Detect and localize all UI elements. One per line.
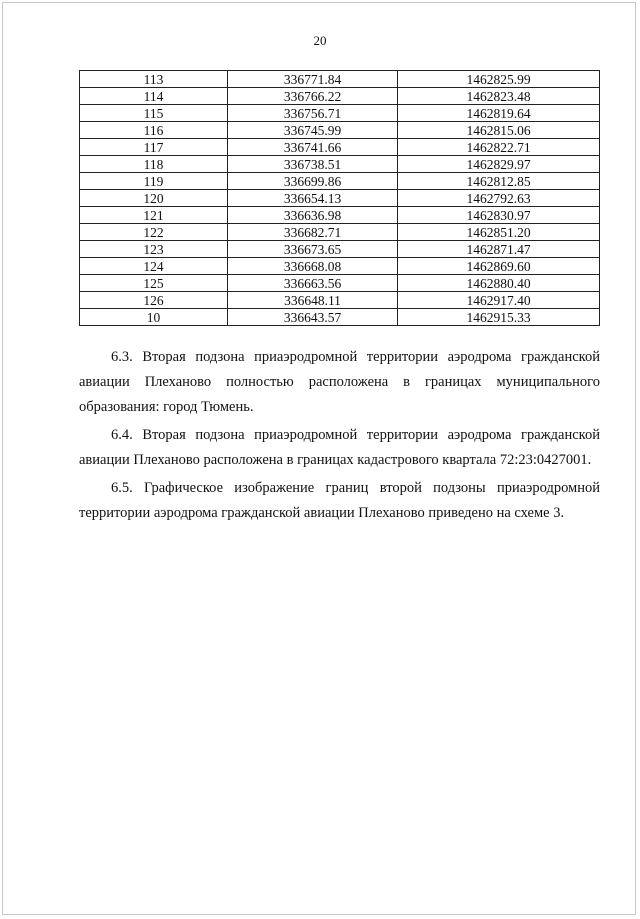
table-row [80, 173, 600, 190]
table-row [80, 224, 600, 241]
y-coordinate-cell: 1462823.48 [398, 88, 600, 105]
point-number-cell: 123 [80, 241, 228, 258]
point-number-cell: 114 [80, 88, 228, 105]
point-number-cell: 121 [80, 207, 228, 224]
x-coordinate-cell: 336699.86 [228, 173, 398, 190]
point-number-cell: 10 [80, 309, 228, 326]
table-row [80, 139, 600, 156]
y-coordinate-cell: 1462812.85 [398, 173, 600, 190]
point-number-cell: 126 [80, 292, 228, 309]
y-coordinate-cell: 1462830.97 [398, 207, 600, 224]
table-row [80, 275, 600, 292]
table-row [80, 292, 600, 309]
point-number-cell: 113 [80, 71, 228, 88]
table-row [80, 190, 600, 207]
y-coordinate-cell: 1462815.06 [398, 122, 600, 139]
point-number-cell: 116 [80, 122, 228, 139]
table-row [80, 207, 600, 224]
x-coordinate-cell: 336636.98 [228, 207, 398, 224]
point-number-cell: 115 [80, 105, 228, 122]
body-text [79, 345, 600, 529]
x-coordinate-cell: 336682.71 [228, 224, 398, 241]
paragraph-6-5: 6.5. Графическое изображение границ второй подзоны приаэродромной территории аэродрома гражданской авиации Плеханово приведено на схеме 3. [79, 480, 600, 521]
y-coordinate-cell: 1462880.40 [398, 275, 600, 292]
x-coordinate-cell: 336738.51 [228, 156, 398, 173]
table-row [80, 71, 600, 88]
table-row [80, 88, 600, 105]
y-coordinate-cell: 1462917.40 [398, 292, 600, 309]
table-row [80, 122, 600, 139]
point-number-cell: 124 [80, 258, 228, 275]
point-number-cell: 119 [80, 173, 228, 190]
x-coordinate-cell: 336673.65 [228, 241, 398, 258]
table-row [80, 309, 600, 326]
x-coordinate-cell: 336668.08 [228, 258, 398, 275]
page-number: 20 [313, 33, 327, 48]
paragraph-6-4: 6.4. Вторая подзона приаэродромной территории аэродрома гражданской авиации Плеханово расположена в границах кадастрового квартала 72:23:0427001. [79, 427, 600, 468]
x-coordinate-cell: 336648.11 [228, 292, 398, 309]
y-coordinate-cell: 1462792.63 [398, 190, 600, 207]
y-coordinate-cell: 1462871.47 [398, 241, 600, 258]
y-coordinate-cell: 1462915.33 [398, 309, 600, 326]
x-coordinate-cell: 336766.22 [228, 88, 398, 105]
point-number-cell: 120 [80, 190, 228, 207]
x-coordinate-cell: 336643.57 [228, 309, 398, 326]
point-number-cell: 125 [80, 275, 228, 292]
x-coordinate-cell: 336663.56 [228, 275, 398, 292]
paragraph-6-3: 6.3. Вторая подзона приаэродромной территории аэродрома гражданской авиации Плеханово полностью расположена в границах муниципального образования: город Тюмень. [79, 349, 600, 415]
point-number-cell: 117 [80, 139, 228, 156]
coordinates-table-body [80, 71, 600, 326]
x-coordinate-cell: 336741.66 [228, 139, 398, 156]
point-number-cell: 118 [80, 156, 228, 173]
table-row [80, 156, 600, 173]
y-coordinate-cell: 1462851.20 [398, 224, 600, 241]
x-coordinate-cell: 336771.84 [228, 71, 398, 88]
table-row [80, 241, 600, 258]
y-coordinate-cell: 1462829.97 [398, 156, 600, 173]
y-coordinate-cell: 1462825.99 [398, 71, 600, 88]
table-row [80, 258, 600, 275]
point-number-cell: 122 [80, 224, 228, 241]
y-coordinate-cell: 1462819.64 [398, 105, 600, 122]
y-coordinate-cell: 1462869.60 [398, 258, 600, 275]
table-row [80, 105, 600, 122]
x-coordinate-cell: 336756.71 [228, 105, 398, 122]
coordinates-table [79, 70, 600, 326]
x-coordinate-cell: 336745.99 [228, 122, 398, 139]
x-coordinate-cell: 336654.13 [228, 190, 398, 207]
y-coordinate-cell: 1462822.71 [398, 139, 600, 156]
